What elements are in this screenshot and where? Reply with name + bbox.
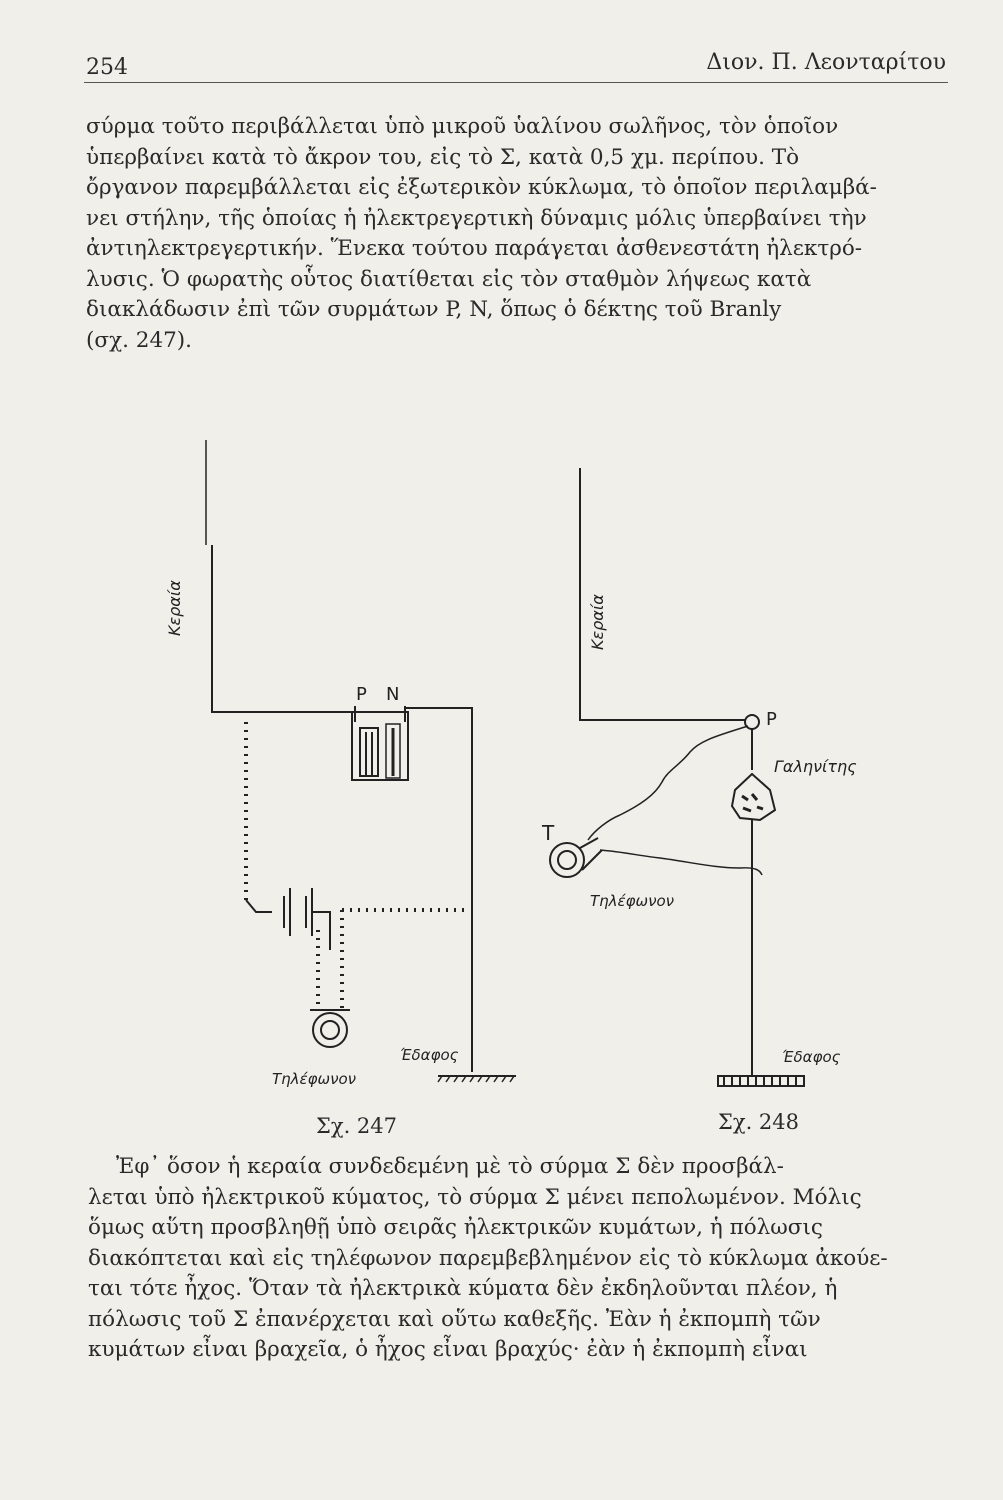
paragraph-2 [88,1152,938,1366]
text-line: διακόπτεται καὶ εἰς τηλέφωνον παρεμβεβλημένον εἰς τὸ κύκλωμα ἀκούε- [88,1245,888,1271]
telephone-icon [550,843,584,877]
telephone-label: Τηλέφωνον [272,1070,357,1088]
antenna-wire [212,545,355,712]
ground-symbol [718,1076,804,1086]
text-line: (σχ. 247). [86,327,193,353]
label-p: P [766,709,777,730]
figure-247 [206,440,516,1082]
telephone-label: Τηλέφωνον [590,892,675,910]
figure-248-labels [541,594,857,1066]
antenna-wire [580,468,745,720]
text-line: ὄργανον παρεμβάλλεται εἰς ἐξωτερικὸν κύκλωμα, τὸ ὁποῖον περιλαμβά- [86,175,877,200]
figure-caption-248: Σχ. 248 [718,1110,800,1134]
text-line: ὅμως αὕτη προσβληθῇ ὑπὸ σειρᾶς ἠλεκτρικῶν κυμάτων, ἡ πόλωσις [88,1215,823,1240]
telephone-icon [313,1013,347,1047]
label-n: N [386,684,400,705]
text-line: ἀντιηλεκτρεγερτικήν. Ἕνεκα τούτου παράγεται ἀσθενεστάτη ἠλεκτρό- [86,236,863,261]
text-line: ὑπερβαίνει κατὰ τὸ ἄκρον του, εἰς τὸ Σ, κατὰ 0,5 χμ. περίπου. Τὸ [86,144,800,170]
figure-248 [550,468,804,1086]
text-line: κυμάτων εἶναι βραχεῖα, ὁ ἦχος εἶναι βραχύς· ἐὰν ἡ ἐκπομπὴ εἶναι [88,1337,808,1362]
text-line: πόλωσις τοῦ Σ ἐπανέρχεται καὶ οὕτω καθεξῆς. Ἐὰν ἡ ἐκπομπὴ τῶν [88,1306,821,1332]
antenna-label: Κεραία [165,580,184,636]
antenna-label: Κεραία [588,594,607,650]
figure-247-labels [165,580,459,1088]
ground-label: Έδαφος [400,1046,459,1064]
text-line: λυσις. Ὁ φωρατὴς οὗτος διατίθεται εἰς τὸν σταθμὸν λήψεως κατὰ [86,266,812,292]
figure-caption-247: Σχ. 247 [316,1114,398,1138]
page-number: 254 [86,55,128,80]
text-line: νει στήλην, τῆς ὁποίας ἡ ἠλεκτρεγερτικὴ δύναμις μόλις ὑπερβαίνει τὴν [86,205,867,231]
ground-label: Έδαφος [782,1048,841,1066]
text-line: λεται ὑπὸ ἠλεκτρικοῦ κύματος, τὸ σύρμα Σ μένει πεπολωμένον. Μόλις [88,1184,862,1210]
circuit-wire [405,708,472,1072]
running-head: Διον. Π. Λεονταρίτου [706,50,946,75]
telephone-cord [588,726,748,840]
galena-label: Γαληνίτης [774,757,857,776]
text-line: Ἐφ᾽ ὅσον ἡ κεραία συνδεδεμένη μὲ τὸ σύρμα Σ δὲν προσβάλ- [116,1154,784,1179]
label-t: T [542,821,555,845]
label-p: P [356,684,367,705]
text-line: ται τότε ἦχος. Ὅταν τὰ ἠλεκτρικὰ κύματα δὲν ἐκδηλοῦνται πλέον, ἡ [88,1276,838,1301]
text-line: σύρμα τοῦτο περιβάλλεται ὑπὸ μικροῦ ὑαλίνου σωλῆνος, τὸν ὁποῖον [86,114,839,139]
text-line: διακλάδωσιν ἐπὶ τῶν συρμάτων P, N, ὅπως ὁ δέκτης τοῦ Branly [86,297,782,322]
